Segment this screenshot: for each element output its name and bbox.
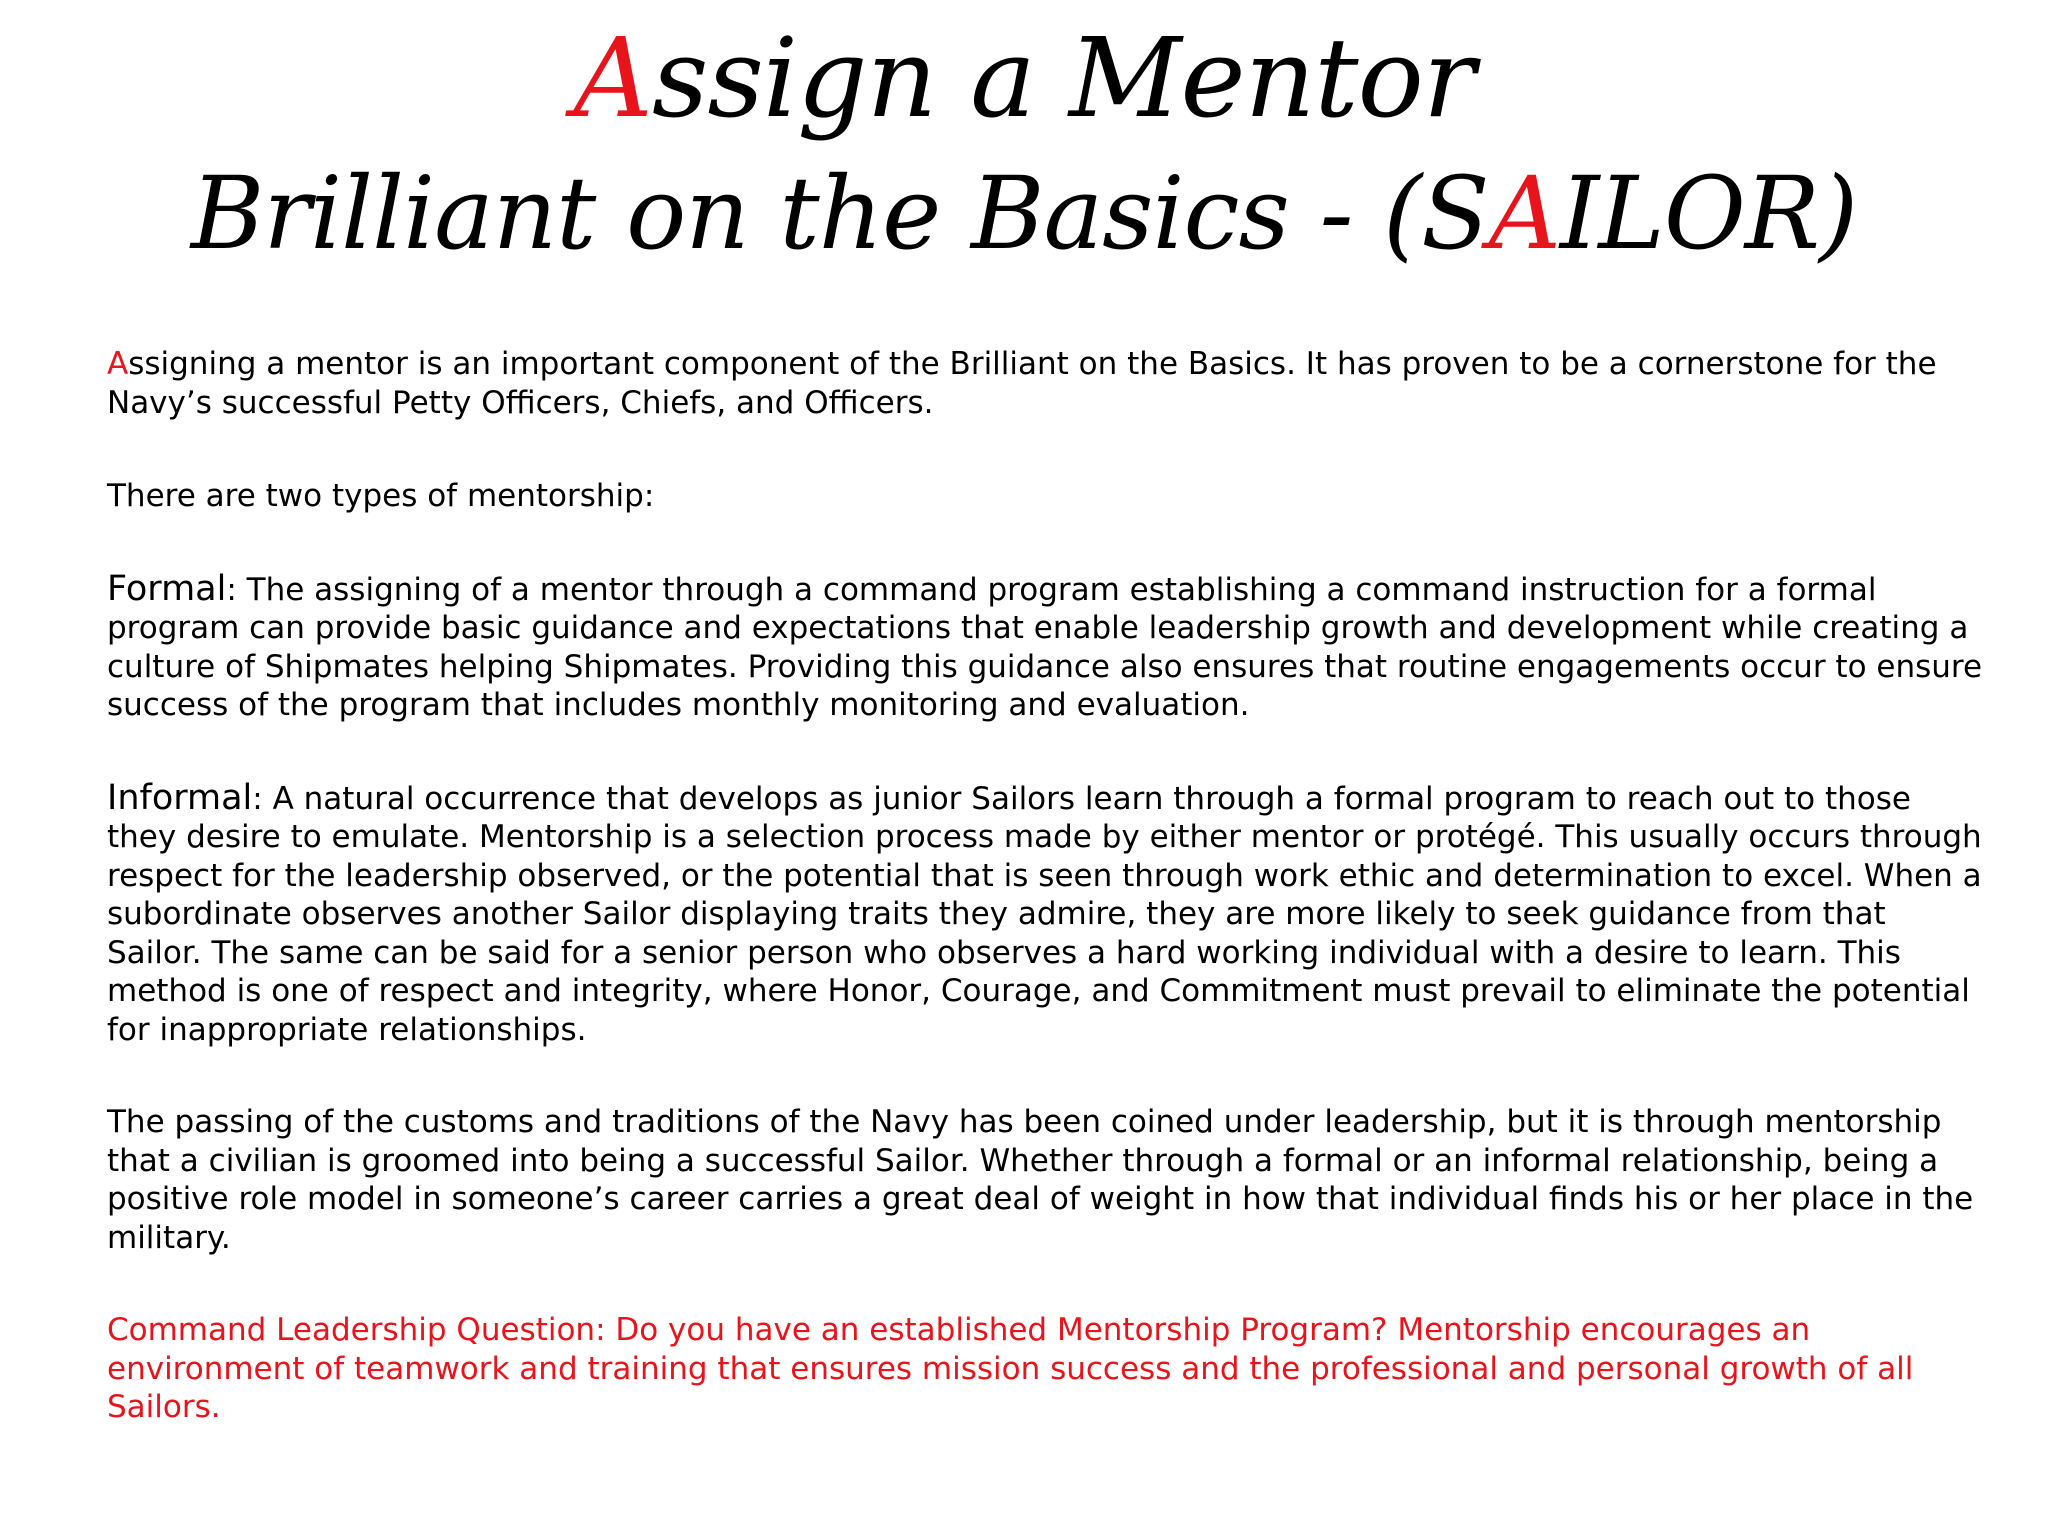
customs-paragraph: The passing of the customs and traditions of the Navy has been coined under leadership, but it is through mentorship that a civilian is groomed into being a successful Sailor. Whether through a formal or an informal relationship, being a positive role model in someone’s career carries a great deal of weight in how that individual finds his or her place in the military.	[107, 1104, 1974, 1256]
title-line-2	[0, 146, 2048, 282]
formal-text: : The assigning of a mentor through a command program establishing a command instruction for a formal program can provide basic guidance and expectations that enable leadership growth and development while creating a culture of Shipmates helping Shipmates. Providing this guidance also ensures that routine engagements occur to ensure success of the program that includes monthly monitoring and evaluation.	[107, 571, 1983, 723]
informal-text: : A natural occurrence that develops as junior Sailors learn through a formal program to reach out to those they desire to emulate. Mentorship is a selection process made by either mentor or protégé. This usually occurs through respect for the leadership observed, or the potential that is seen through work ethic and determination to excel. When a subordinate observes another Sailor displaying traits they admire, they are more likely to seek guidance from that Sailor. The same can be said for a senior person who observes a hard working individual with a desire to learn. This method is one of respect and integrity, where Honor, Courage, and Commitment must prevail to eliminate the potential for inappropriate relationships.	[107, 780, 1982, 1048]
title-line-2-text: Brilliant on the Basics - (	[190, 155, 1422, 272]
title-red-initial: A	[573, 14, 652, 142]
title-line-1-text: ssign a Mentor	[652, 14, 1475, 142]
title-line-1	[0, 10, 2048, 146]
informal-paragraph	[107, 779, 1987, 1050]
leadership-question: Command Leadership Question: Do you have an established Mentorship Program? Mentorship encourages an environment of teamwork and training that ensures mission success and the professional and personal growth of all Sailors.	[107, 1312, 1914, 1425]
types-heading: There are two types of mentorship:	[107, 478, 655, 514]
document-body	[107, 345, 1987, 1427]
intro-red-initial: A	[107, 346, 129, 382]
title-sailor-a: A	[1488, 155, 1560, 272]
title-sailor-rest: ILOR)	[1559, 155, 1858, 272]
page-title	[0, 10, 2048, 282]
informal-label: Informal	[107, 777, 253, 818]
title-sailor-s: S	[1421, 155, 1489, 272]
formal-paragraph	[107, 570, 1987, 725]
intro-text: ssigning a mentor is an important component of the Brilliant on the Basics. It has proven to be a cornerstone for the Navy’s successful Petty Officers, Chiefs, and Officers.	[107, 346, 1937, 421]
intro-paragraph	[107, 345, 1987, 422]
formal-label: Formal	[107, 568, 227, 609]
